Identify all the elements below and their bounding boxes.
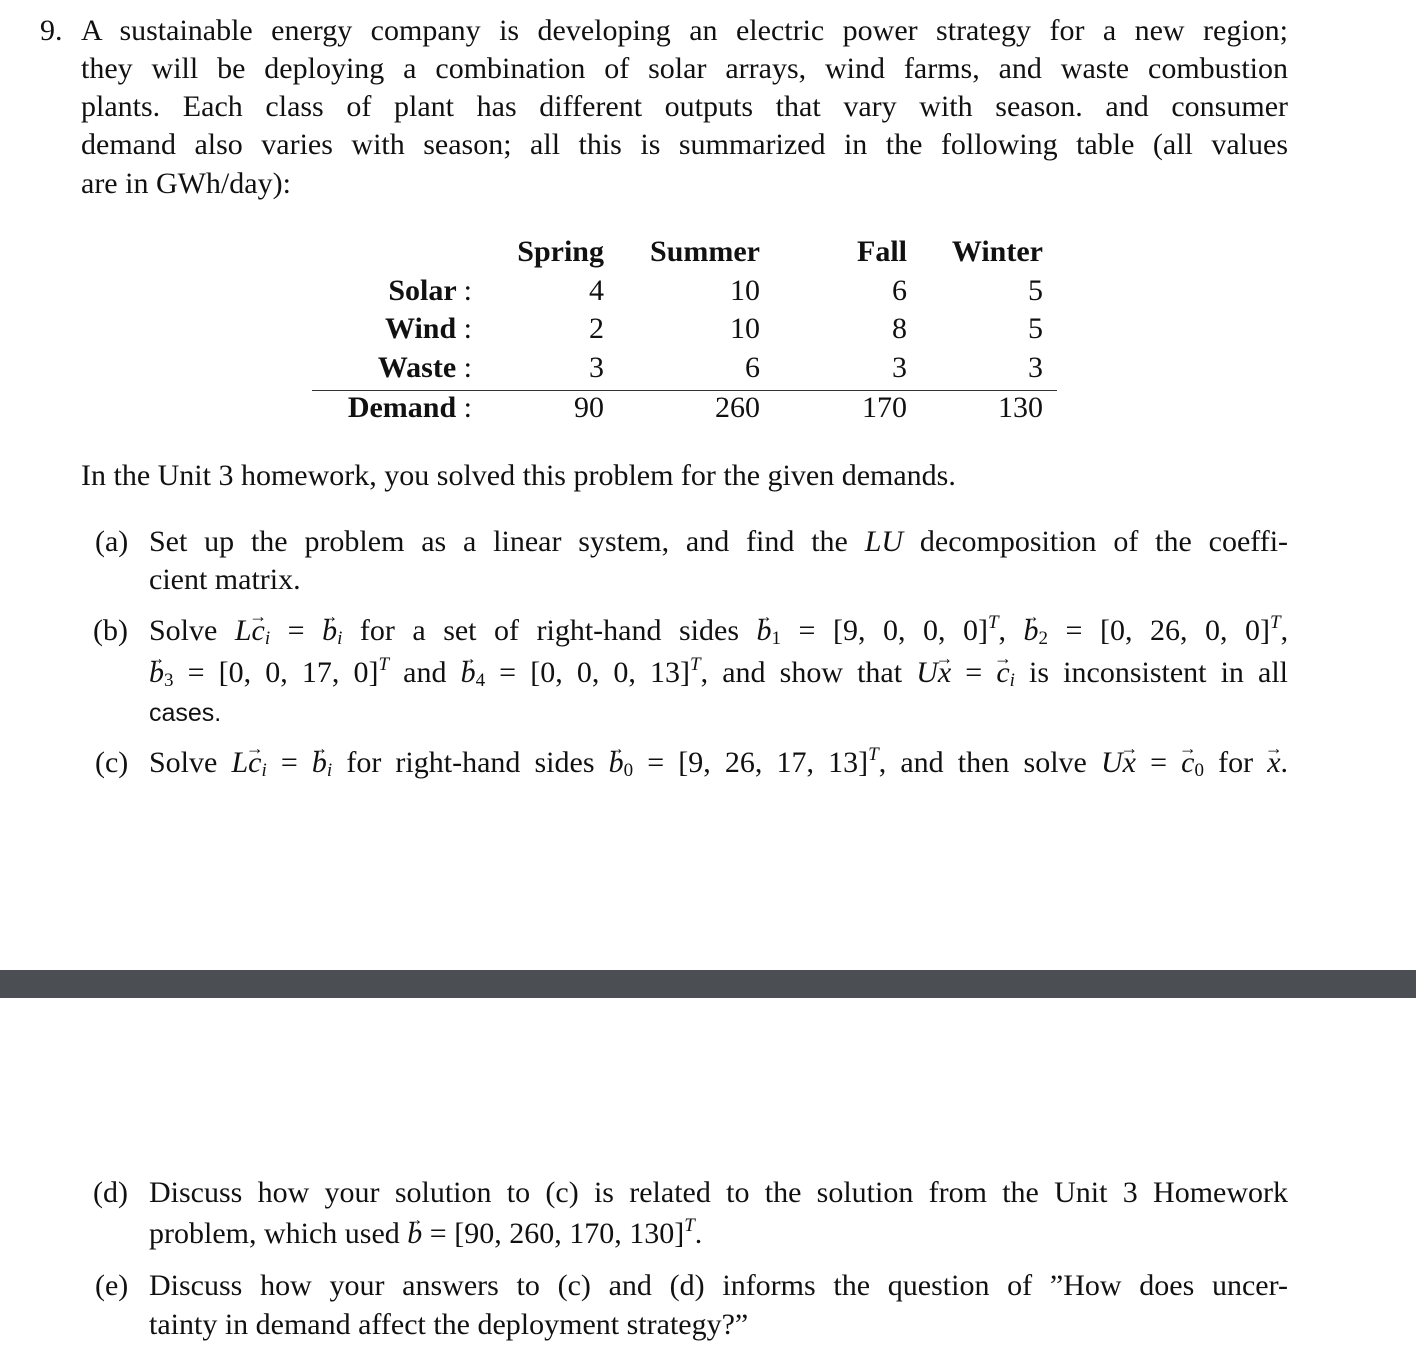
part-b-label: (b) [93, 614, 128, 647]
intro-line-4: demand also varies with season; all this is summarized in the following table (all values [81, 128, 1288, 161]
table-cell: 260 [715, 391, 760, 424]
column-header-summer: Summer [650, 235, 760, 268]
table-cell: 6 [745, 351, 760, 384]
part-e-line-2: tainty in demand affect the deployment strategy?” [149, 1308, 749, 1341]
energy-table [0, 0, 1416, 430]
part-a-label: (a) [95, 525, 129, 558]
table-cell: 130 [998, 391, 1043, 424]
table-cell: 6 [892, 274, 907, 307]
table-cell: 2 [589, 312, 604, 345]
table-cell: 3 [892, 351, 907, 384]
part-a-line-1: Set up the problem as a linear system, and find the LU decomposition of the coeffi- [149, 525, 1289, 558]
part-b-line-1: Solve $L\to c_i$ = → $b_i$ for a set of right-hand sides → $b_1 = [9$, 0, 0, 0]$^T$, → $b_2 = [0$, 26, 0, 0]$^T$, [149, 612, 1288, 650]
table-cell: 4 [589, 274, 604, 307]
part-c-line-1: Solve $L\to c_i$ = → $b_i$ for right-hand sides → $b_0 = [9$, 26, 17, 13]$^T$, and then solve U→ x = → $c_0$ for → x. [149, 744, 1288, 782]
table-cell: 90 [574, 391, 604, 424]
table-cell: 5 [1028, 312, 1043, 345]
part-d-label: (d) [93, 1176, 128, 1209]
part-e-label: (e) [95, 1269, 129, 1302]
intro-line-2: they will be deploying a combination of solar arrays, wind farms, and waste combustion [81, 52, 1288, 85]
table-cell: 8 [892, 312, 907, 345]
part-e-line-1: Discuss how your answers to (c) and (d) informs the question of ”How does uncer- [149, 1269, 1288, 1302]
context-paragraph: In the Unit 3 homework, you solved this problem for the given demands. [81, 459, 956, 492]
question-number: 9. [40, 14, 63, 47]
section-divider [0, 970, 1416, 998]
intro-line-1: A sustainable energy company is developing an electric power strategy for a new region; [81, 14, 1288, 47]
row-label: Waste : [377, 351, 472, 384]
table-cell: 170 [862, 391, 907, 424]
table-cell: 10 [730, 312, 760, 345]
intro-line-3: plants. Each class of plant has different outputs that vary with season. and consumer [81, 90, 1288, 123]
part-b-line-2: → $b_3 = [0$, 0, 17, 0]$^T$ and → $b_4 = [0$, 0, 0, 13]$^T$, and show that U→ x = → $c_i$ is inconsistent in all [149, 654, 1288, 692]
row-label: Solar : [388, 274, 472, 307]
part-c-label: (c) [95, 746, 129, 779]
table-cell: 5 [1028, 274, 1043, 307]
column-header-fall: Fall [857, 235, 907, 268]
column-header-winter: Winter [951, 235, 1043, 268]
part-d-line-2: problem, which used → b = [90, 260, 170, 130]$^T$. [149, 1215, 1288, 1253]
part-b-line-3: cases. [149, 699, 222, 727]
intro-line-5: are in GWh/day): [81, 167, 291, 200]
table-cell: 3 [1028, 351, 1043, 384]
table-cell: 3 [589, 351, 604, 384]
row-label: Demand : [347, 391, 472, 424]
part-a-line-2: cient matrix. [149, 563, 301, 596]
table-cell: 10 [730, 274, 760, 307]
part-d-line-1: Discuss how your solution to (c) is related to the solution from the Unit 3 Homework [149, 1176, 1288, 1209]
column-header-spring: Spring [517, 235, 604, 268]
row-label: Wind : [384, 312, 472, 345]
